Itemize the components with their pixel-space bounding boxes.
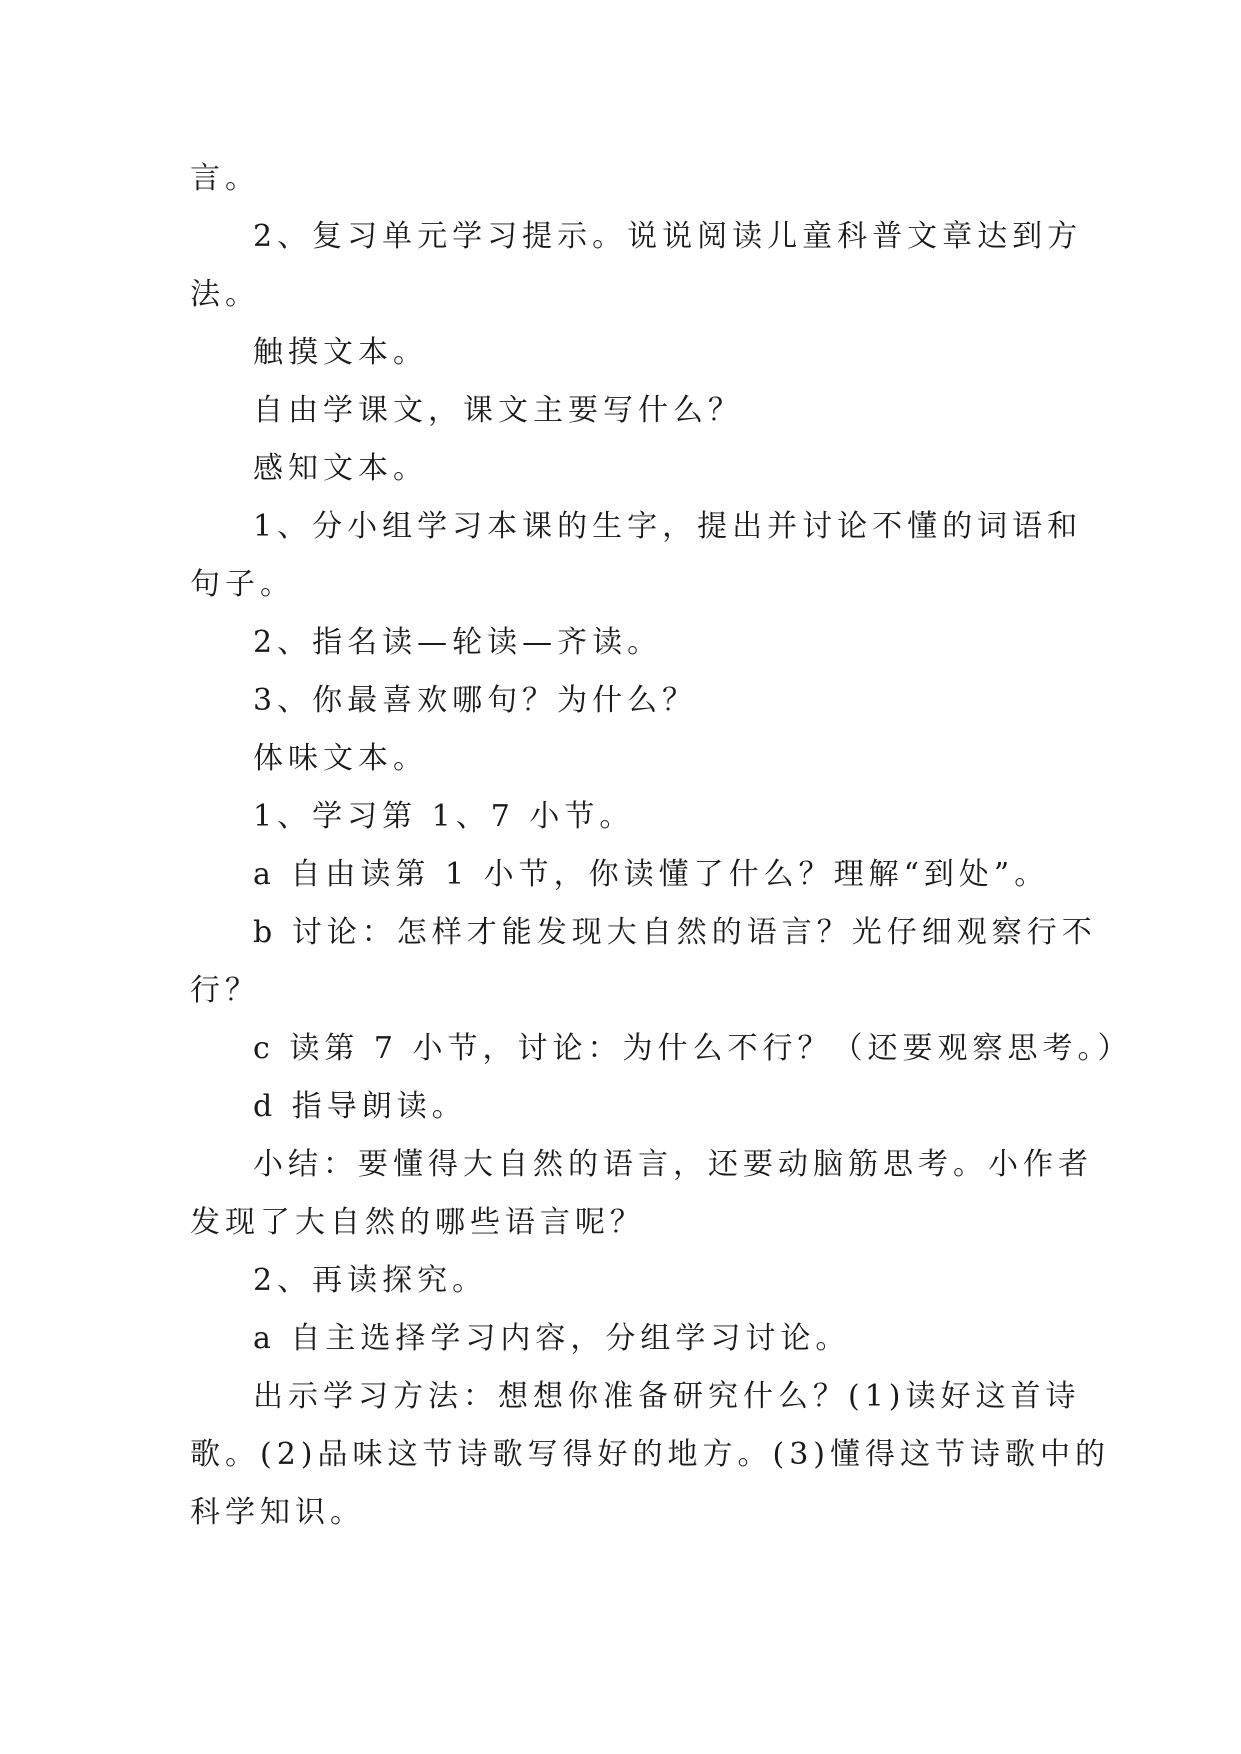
section-heading: 体味文本。 [253,741,428,776]
text-line: 自由学课文，课文主要写什么？ [253,393,743,428]
text-line: 句子。 [190,567,295,602]
section-heading: 触摸文本。 [253,335,428,370]
text-line: a 自由读第 1 小节，你读懂了什么？理解“到处”。 [253,857,1050,892]
text-line: 小结：要懂得大自然的语言，还要动脑筋思考。小作者 [253,1147,1093,1182]
text-line: 3、你最喜欢哪句？为什么？ [253,683,698,718]
text-line: c 读第 7 小节，讨论：为什么不行？（还要观察思考。） [253,1031,1133,1066]
text-line: 发现了大自然的哪些语言呢？ [190,1205,645,1240]
text-line: 行？ [190,973,260,1008]
text-line: 1、分小组学习本课的生字，提出并讨论不懂的词语和 [253,509,1083,544]
text-line: 歌。(2)品味这节诗歌写得好的地方。(3)懂得这节诗歌中的 [190,1437,1110,1472]
text-line: a 自主选择学习内容，分组学习讨论。 [253,1321,851,1356]
text-line: 2、复习单元学习提示。说说阅读儿童科普文章达到方 [253,219,1083,254]
text-line: 1、学习第 1、7 小节。 [253,799,635,834]
document-page [190,150,1133,1542]
text-line: 出示学习方法：想想你准备研究什么？(1)读好这首诗 [253,1379,1081,1414]
text-line: 科学知识。 [190,1495,365,1530]
text-line: 2、指名读—轮读—齐读。 [253,625,663,660]
text-line: 法。 [190,277,260,312]
text-line: b 讨论：怎样才能发现大自然的语言？光仔细观察行不 [253,915,1097,950]
text-line: 言。 [190,161,260,196]
text-line: 2、再读探究。 [253,1263,488,1298]
section-heading: 感知文本。 [253,451,428,486]
text-line: d 指导朗读。 [253,1089,467,1124]
